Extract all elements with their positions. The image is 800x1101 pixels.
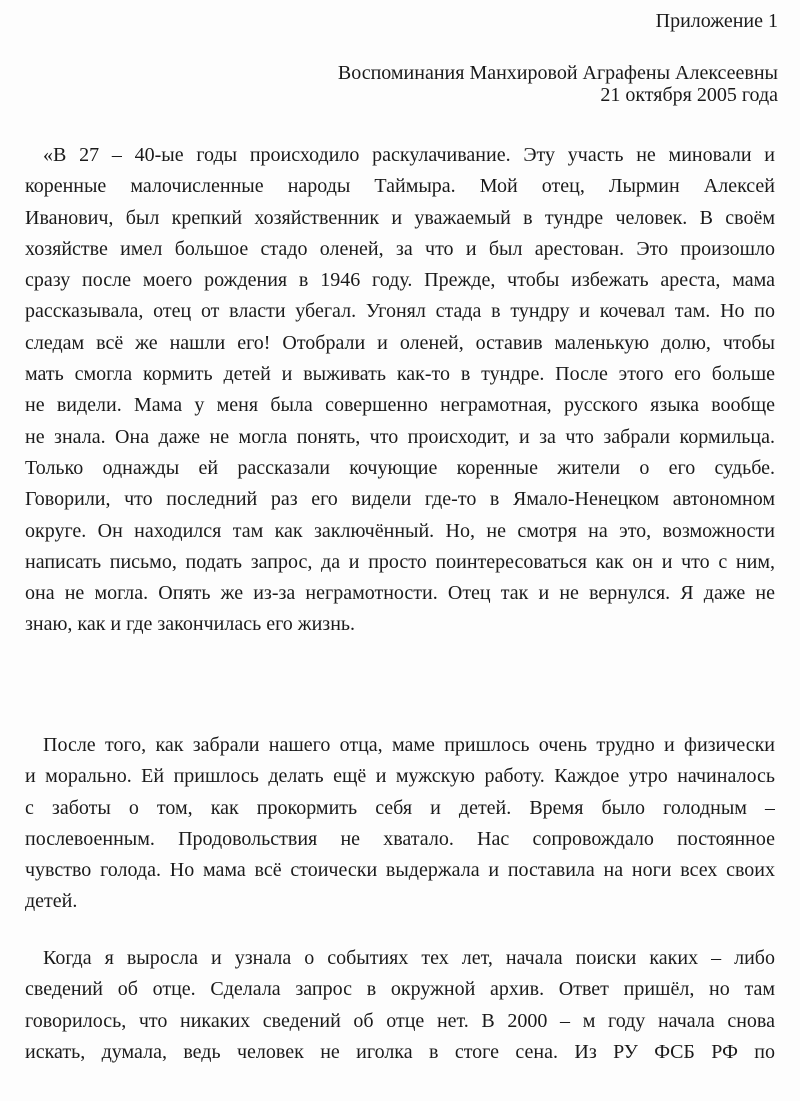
- text-line: сведений об отце. Сделала запрос в окружной архив. Ответ пришёл, но там: [25, 978, 775, 1001]
- text-line: мать смогла кормить детей и выживать как-то в тундре. После этого его больше: [25, 363, 775, 386]
- text-line: следам всё же нашли его! Отобрали и оленей, оставив маленькую долю, чтобы: [25, 331, 775, 354]
- text-line: Иванович, был крепкий хозяйственник и уважаемый в тундре человек. В своём: [25, 206, 775, 229]
- text-line: написать письмо, подать запрос, да и просто поинтересоваться как он и что с ним,: [25, 550, 775, 573]
- text-line: «В 27 – 40-ые годы происходило раскулачивание. Эту участь не миновали и: [43, 144, 775, 166]
- text-line: послевоенным. Продовольствия не хватало. Нас сопровождало постоянное: [25, 827, 775, 850]
- paragraph-2: [25, 730, 775, 918]
- text-line: с заботы о том, как прокормить себя и детей. Время было голодным –: [25, 796, 775, 819]
- text-line: и морально. Ей пришлось делать ещё и мужскую работу. Каждое утро начиналось: [25, 765, 775, 788]
- text-line: не знала. Она даже не могла понять, что происходит, и за что забрали кормильца.: [25, 425, 775, 448]
- text-line: рассказывала, отец от власти убегал. Угонял стада в тундру и кочевал там. Но по: [25, 300, 775, 323]
- paragraph-1: [25, 140, 775, 641]
- text-line: После того, как забрали нашего отца, маме пришлось очень трудно и физически: [43, 734, 775, 756]
- text-line: говорилось, что никаких сведений об отце нет. В 2000 – м году начала снова: [25, 1009, 775, 1032]
- text-line: Когда я выросла и узнала о событиях тех лет, начала поиски каких – либо: [43, 947, 775, 969]
- text-line: она не могла. Опять же из-за неграмотности. Отец так и не вернулся. Я даже не: [25, 582, 775, 605]
- text-line: Только однажды ей рассказали кочующие коренные жители о его судьбе.: [25, 456, 775, 479]
- text-line: хозяйстве имел большое стадо оленей, за что и был арестован. Это произошло: [25, 237, 775, 260]
- text-line: знаю, как и где закончилась его жизнь.: [25, 613, 356, 636]
- text-line: чувство голода. Но мама всё стоически выдержала и поставила на ноги всех своих: [25, 859, 775, 882]
- text-line: искать, думала, ведь человек не иголка в стоге сена. Из РУ ФСБ РФ по: [25, 1040, 775, 1063]
- text-line: сразу после моего рождения в 1946 году. Прежде, чтобы избежать ареста, мама: [25, 269, 775, 292]
- text-line: не видели. Мама у меня была совершенно неграмотная, русского языка вообще: [25, 394, 775, 417]
- memoir-title: Воспоминания Манхировой Аграфены Алексеевны: [337, 62, 778, 84]
- appendix-label: Приложение 1: [655, 10, 778, 32]
- memoir-date: 21 октября 2005 года: [600, 84, 778, 106]
- text-line: коренные малочисленные народы Таймыра. Мой отец, Лырмин Алексей: [25, 175, 775, 198]
- text-line: детей.: [25, 890, 78, 913]
- paragraph-3: [25, 943, 775, 1068]
- text-line: округе. Он находился там как заключённый. Но, не смотря на это, возможности: [25, 519, 775, 542]
- text-line: Говорили, что последний раз его видели где-то в Ямало-Ненецком автономном: [25, 488, 775, 511]
